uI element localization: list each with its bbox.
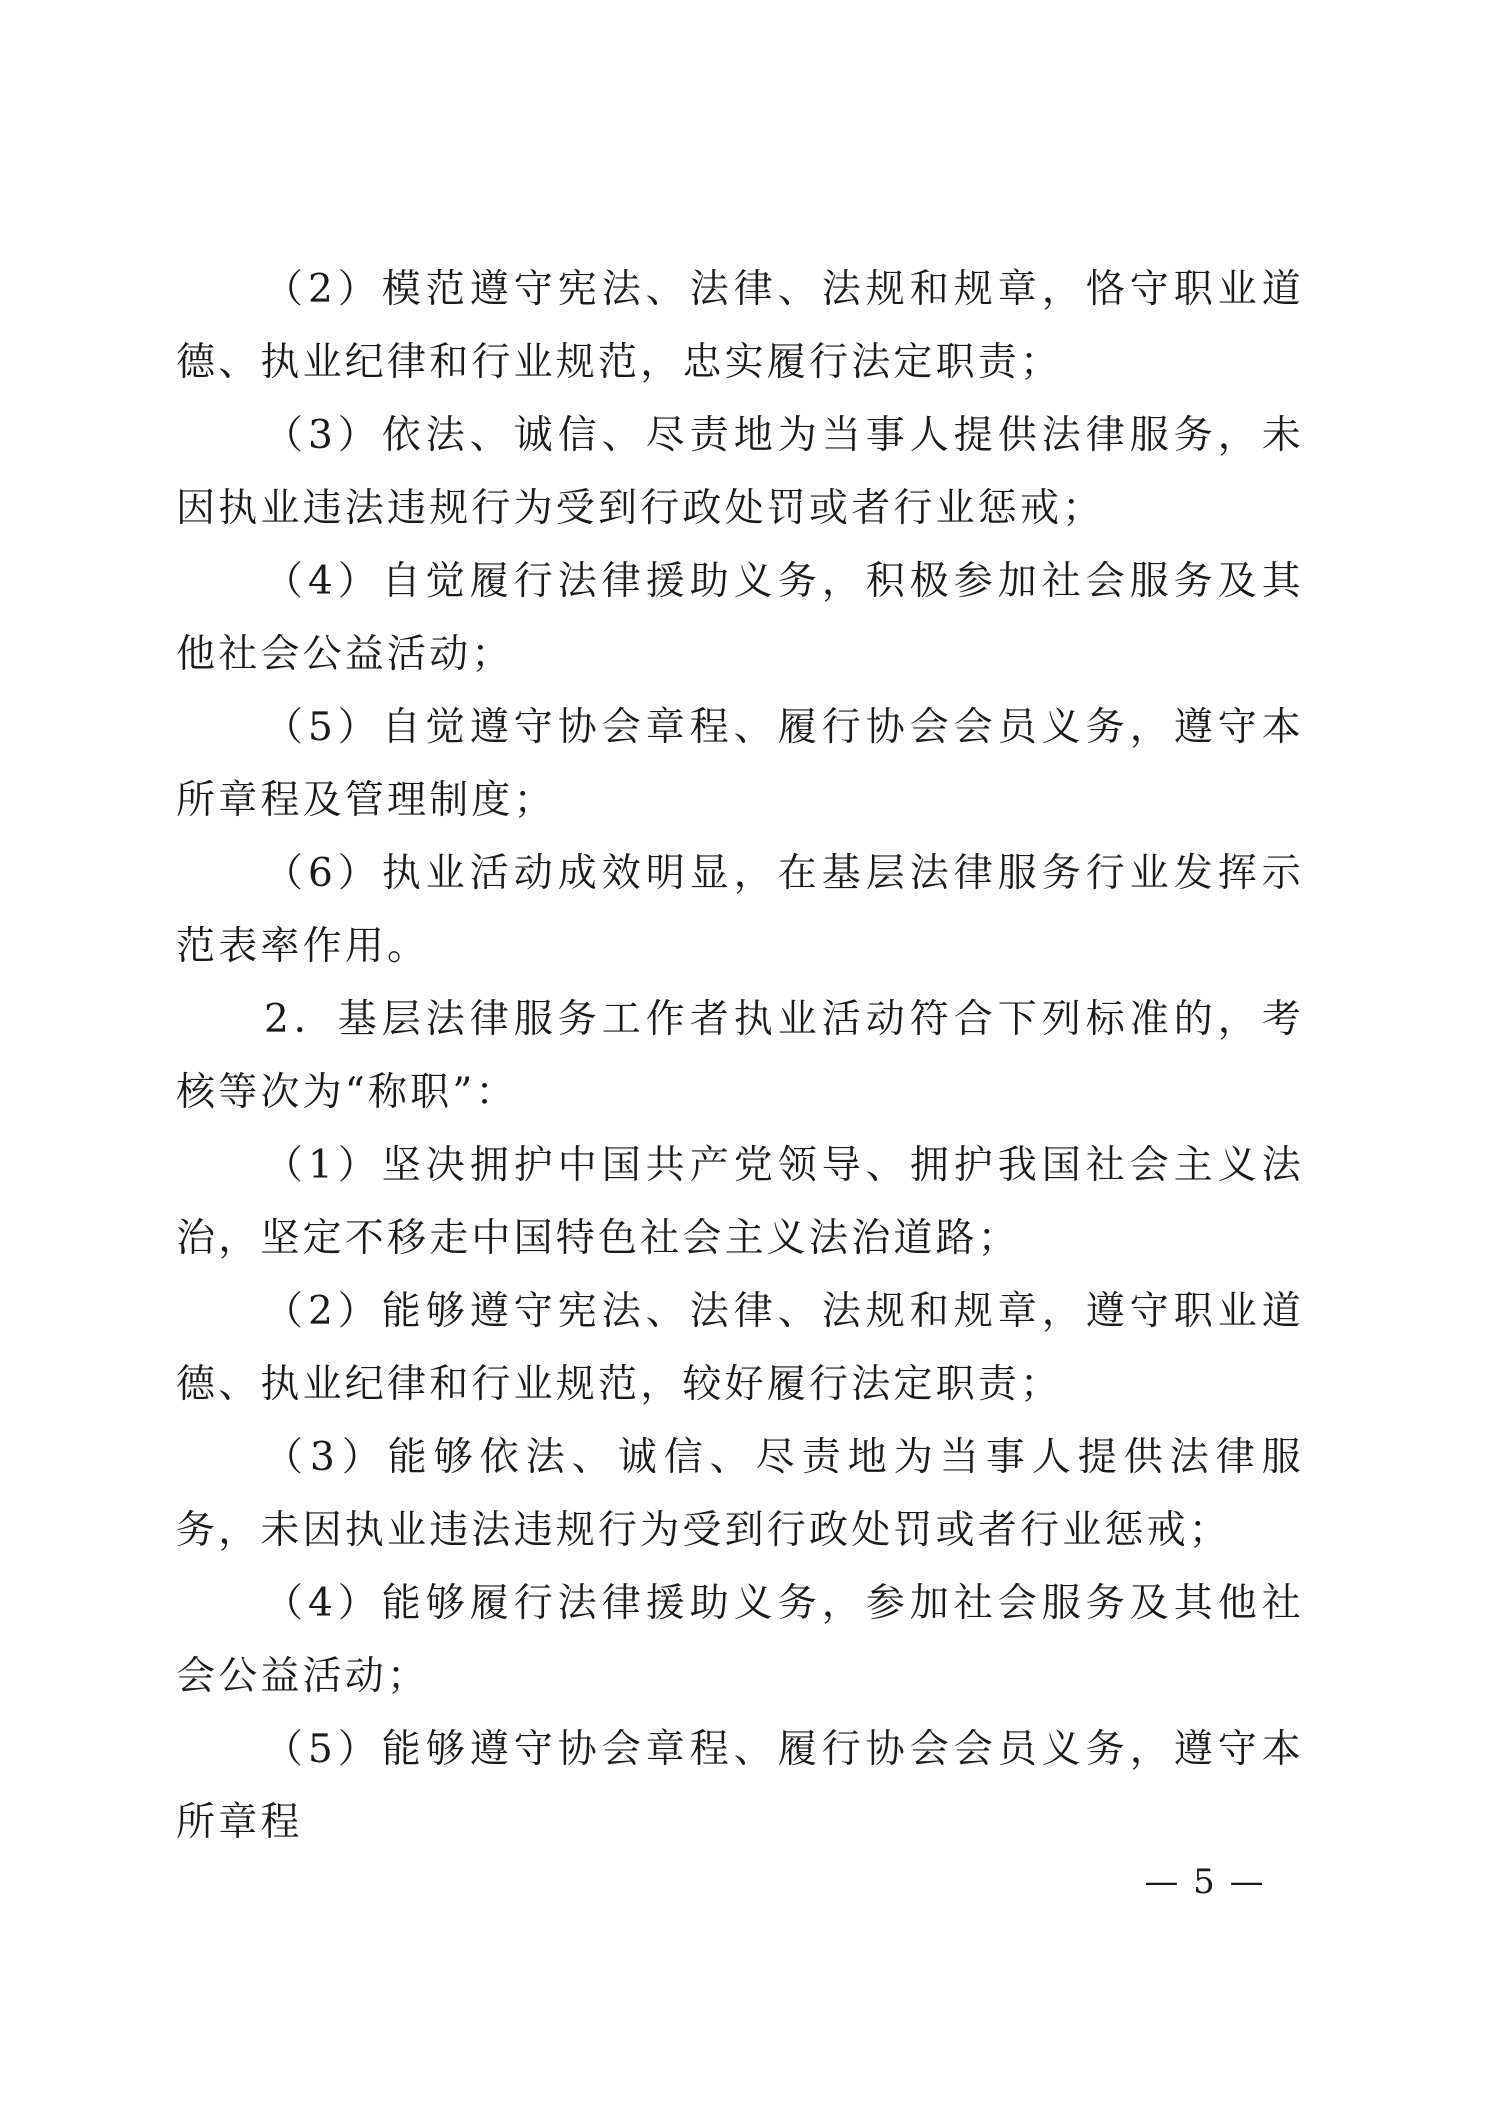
paragraph-item-3-lawful-service: （3）依法、诚信、尽责地为当事人提供法律服务，未因执业违法违规行为受到行政处罚或者行业惩戒； [176,413,1304,531]
paragraph-section-2-competent-standard: 2．基层法律服务工作者执业活动符合下列标准的，考核等次为“称职”： [176,997,1304,1115]
paragraph-item-3-honest-service: （3）能够依法、诚信、尽责地为当事人提供法律服务，未因执业违法违规行为受到行政处罚或者行业惩戒； [176,1435,1304,1553]
paragraph-item-4-legal-aid-duty: （4）能够履行法律援助义务，参加社会服务及其他社会公益活动； [176,1581,1304,1699]
paragraph-item-5-association-rules: （5）自觉遵守协会章程、履行协会会员义务，遵守本所章程及管理制度； [176,705,1304,823]
paragraph-item-5-association-duty: （5）能够遵守协会章程、履行协会会员义务，遵守本所章程 [176,1727,1304,1845]
paragraph-item-2-model-compliance: （2）模范遵守宪法、法律、法规和规章，恪守职业道德、执业纪律和行业规范，忠实履行法定职责； [176,267,1304,385]
paragraph-item-2-abide-law: （2）能够遵守宪法、法律、法规和规章，遵守职业道德、执业纪律和行业规范，较好履行法定职责； [176,1289,1304,1407]
body-text [176,253,1304,1859]
paragraph-item-4-legal-aid: （4）自觉履行法律援助义务，积极参加社会服务及其他社会公益活动； [176,559,1304,677]
paragraph-item-1-support-leadership: （1）坚决拥护中国共产党领导、拥护我国社会主义法治，坚定不移走中国特色社会主义法治道路； [176,1143,1304,1261]
page-number: — 5 — [1144,1862,1266,1902]
paragraph-item-6-exemplary-role: （6）执业活动成效明显，在基层法律服务行业发挥示范表率作用。 [176,851,1304,969]
